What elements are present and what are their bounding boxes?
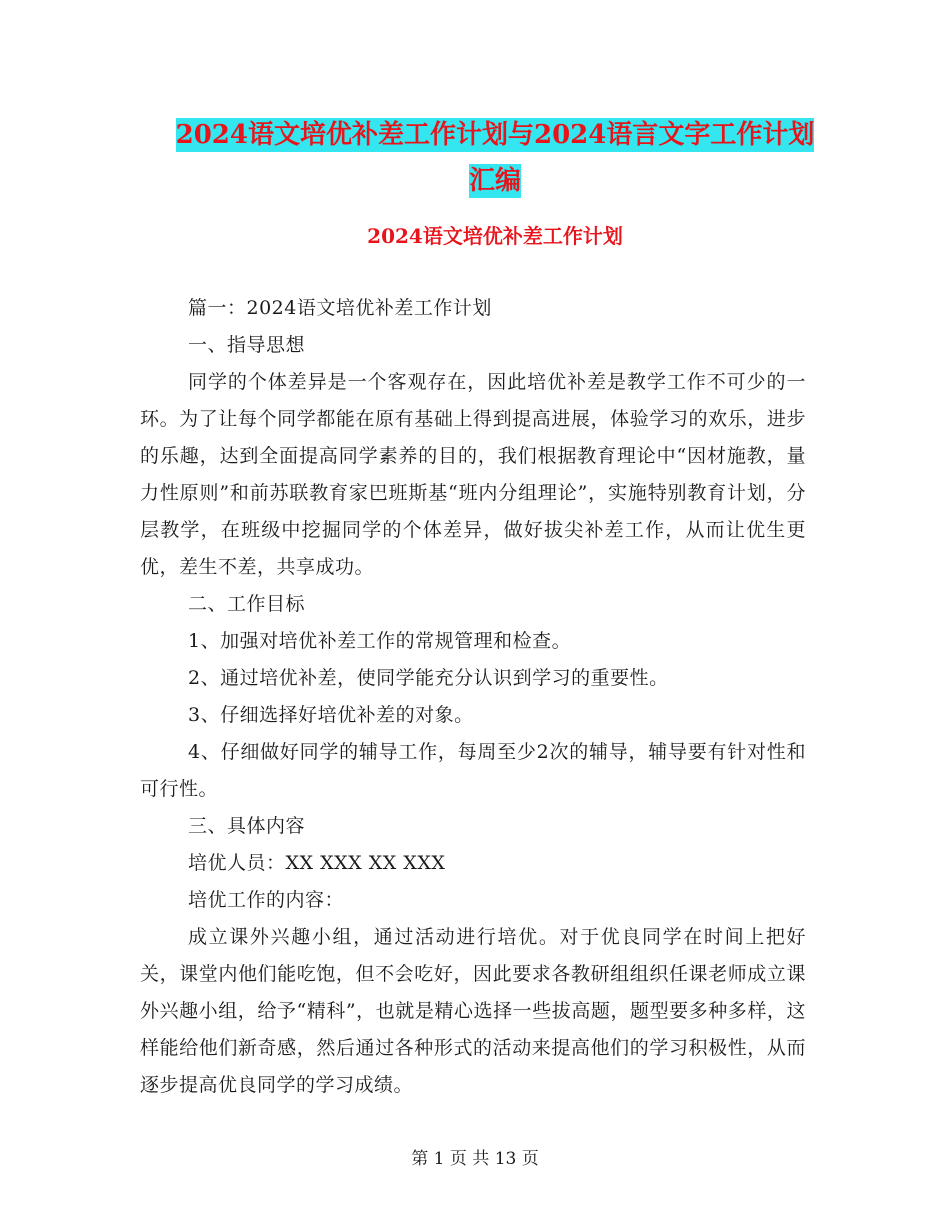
paragraph: 二、工作目标 [188,593,306,615]
paragraph: 一、指导思想 [188,334,306,356]
title-line-2: 汇编 [468,166,521,196]
document-title [140,112,850,204]
paragraph: 篇一：2024语文培优补差工作计划 [188,297,492,319]
paragraph: 成立课外兴趣小组，通过活动进行培优。对于优良同学在时间上把好关，课堂内他们能吃饱，但不会吃好，因此要求各教研组组织任课老师成立课外兴趣小组，给予“精科”，也就是精心选择一些拔高题，题型要多种多样，这样能给他们新奇感，然后通过各种形式的活动来提高他们的学习积极性，从而逐步提高优良同学的学习成绩。 [140,926,806,1096]
paragraph: 三、具体内容 [188,815,306,837]
section-title: 2024语文培优补差工作计划 [367,224,623,248]
title-line-1: 2024语文培优补差工作计划与2024语言文字工作计划 [175,120,815,150]
paragraph: 1、加强对培优补差工作的常规管理和检查。 [188,630,572,652]
paragraph: 2、通过培优补差，使同学能充分认识到学习的重要性。 [188,667,669,689]
paragraph: 3、仔细选择好培优补差的对象。 [188,704,474,726]
paragraph: 培优人员：XX XXX XX XXX [188,852,446,874]
paragraph: 同学的个体差异是一个客观存在，因此培优补差是教学工作不可少的一环。为了让每个同学都能在原有基础上得到提高进展，体验学习的欢乐，进步的乐趣，达到全面提高同学素养的目的，我们根据教育理论中“因材施教，量力性原则”和前苏联教育家巴班斯基“班内分组理论”，实施特别教育计划，分层教学，在班级中挖掘同学的个体差异，做好拔尖补差工作，从而让优生更优，差生不差，共享成功。 [140,371,806,578]
paragraph: 4、仔细做好同学的辅导工作，每周至少2次的辅导，辅导要有针对性和可行性。 [140,741,806,800]
page-number-footer: 第 1 页 共 13 页 [411,1149,539,1169]
document-body [140,290,806,1104]
paragraph: 培优工作的内容： [188,889,345,911]
